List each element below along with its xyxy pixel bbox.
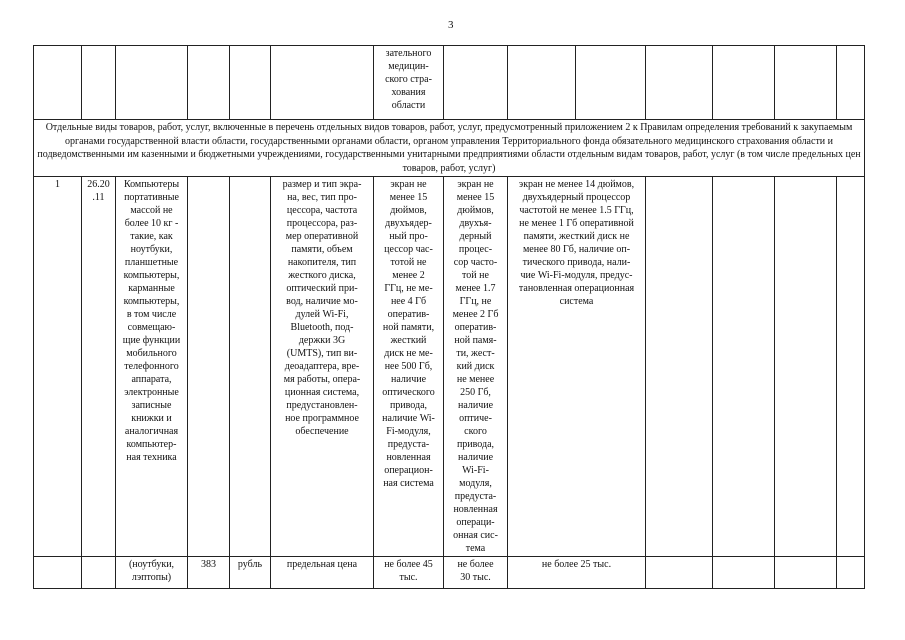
- item-name: Компьютеры портативные массой не более 10 кг - такие, как ноутбуки, планшетные компьютеры, карманные компьютеры, в том числе совмещаю- щие функции мобильного телефонного аппарата, электронные записные книжки и аналогичная компьютер- ная техника: [116, 177, 188, 557]
- cell: [82, 46, 116, 120]
- cell: [837, 177, 865, 557]
- unit-code: 383: [188, 557, 230, 589]
- cell: [837, 557, 865, 589]
- cell: [775, 177, 837, 557]
- cell: [576, 46, 646, 120]
- section-header-row: [34, 120, 865, 177]
- cell: [713, 46, 775, 120]
- page-number: 3: [448, 19, 454, 31]
- row-number: 1: [34, 177, 82, 557]
- value-col-3: экран не менее 14 дюймов, двухъядерный процессор частотой не менее 1.5 ГГц, не менее 1 Гб оперативной памяти, жесткий диск не менее 80 Гб, наличие оп- тического привода, нали- чие Wi-Fi-модуля, предус- тановленная операционная система: [508, 177, 646, 557]
- price-value-1: не более 45 тыс.: [374, 557, 444, 589]
- cell: [188, 46, 230, 120]
- price-item-name: (ноутбуки, лэптопы): [116, 557, 188, 589]
- cell: [271, 46, 374, 120]
- price-value-3: не более 25 тыс.: [508, 557, 646, 589]
- cell: [508, 46, 576, 120]
- requirements-table: [33, 45, 865, 589]
- cell: [444, 46, 508, 120]
- okpd-code: 26.20 .11: [82, 177, 116, 557]
- cell: [646, 177, 713, 557]
- table-row: [34, 557, 865, 589]
- cell: [837, 46, 865, 120]
- unit-name: рубль: [230, 557, 271, 589]
- cell: [230, 177, 271, 557]
- continuation-row: [34, 46, 865, 120]
- cell: [775, 46, 837, 120]
- cell: [82, 557, 116, 589]
- price-characteristic: предельная цена: [271, 557, 374, 589]
- cell: [188, 177, 230, 557]
- table-row: [34, 177, 865, 557]
- cell: [34, 557, 82, 589]
- cell: [713, 177, 775, 557]
- section-header: Отдельные виды товаров, работ, услуг, включенные в перечень отдельных видов товаров, работ, услуг, предусмотренный приложением 2 к Правилам определения требований к закупаемым органами государственной власти области, государственными органами области, органом управления Территориального фонда обязательного медицинского страхования области и подведомственными им казенными и бюджетными учреждениями, государственными унитарными предприятиями области отдельным видам товаров, работ, услуг (в том числе предельных цен товаров, работ, услуг): [34, 120, 865, 177]
- cell: [116, 46, 188, 120]
- cell: [646, 46, 713, 120]
- price-value-2: не более 30 тыс.: [444, 557, 508, 589]
- value-col-2: экран не менее 15 дюймов, двухъя- дерный процес- сор часто- той не менее 1.7 ГГц, не менее 2 Гб оператив- ной памя- ти, жест- кий диск не менее 250 Гб, наличие оптиче- ского привода, наличие Wi-Fi- модуля, предуста- новленная операци- онная сис- тема: [444, 177, 508, 557]
- cell: [775, 557, 837, 589]
- characteristic: размер и тип экра- на, вес, тип про- цессора, частота процессора, раз- мер оперативной памяти, объем накопителя, тип жесткого диска, оптический при- вод, наличие мо- дулей Wi-Fi, Bluetooth, под- держки 3G (UMTS), тип ви- деоадаптера, вре- мя работы, опера- ционная система, предустановлен- ное программное обеспечение: [271, 177, 374, 557]
- cell: [230, 46, 271, 120]
- value-col-1: экран не менее 15 дюймов, двухъядер- ный про- цессор час- тотой не менее 2 ГГц, не ме- нее 4 Гб оператив- ной памяти, жесткий диск не ме- нее 500 Гб, наличие оптического привода, наличие Wi- Fi-модуля, предуста- новленная операцион- ная система: [374, 177, 444, 557]
- cell: [713, 557, 775, 589]
- cell: [646, 557, 713, 589]
- cell: [34, 46, 82, 120]
- continuation-text: зательного медицин- ского стра- хования области: [374, 46, 444, 120]
